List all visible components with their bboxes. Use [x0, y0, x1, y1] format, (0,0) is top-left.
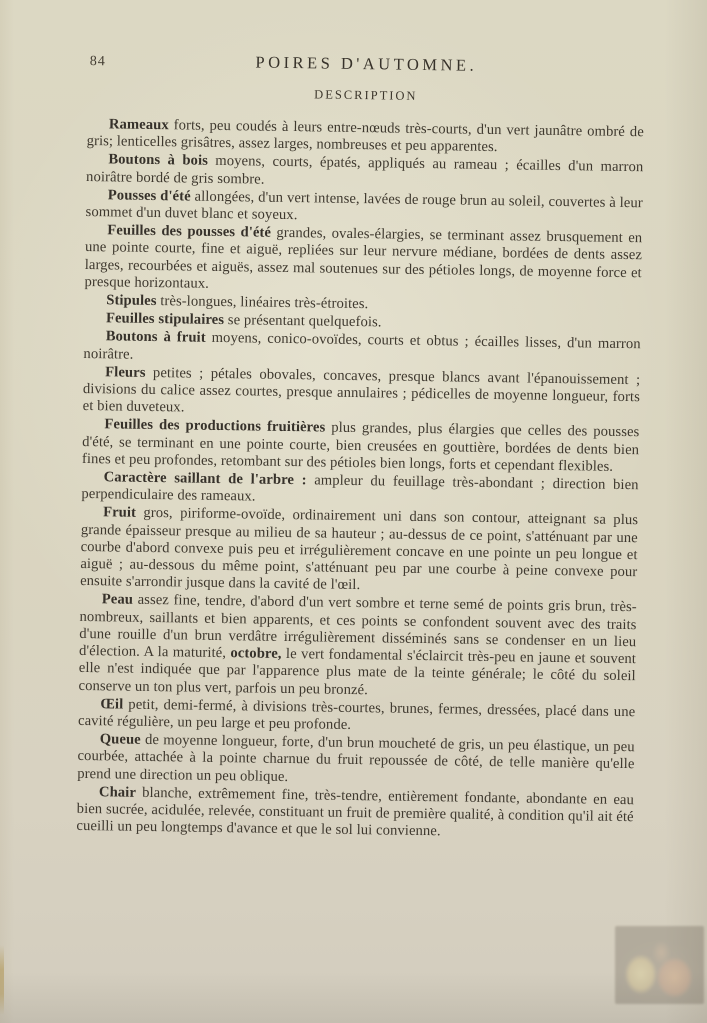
paragraph-lead: Feuilles stipulaires: [105, 310, 225, 329]
paragraph-lead: Feuilles des productions fruitières: [104, 416, 326, 437]
paragraph-text: moyens, courts, épatés, appliqués au rameau ; écailles d'un marron noirâtre bordé de gris sombre.: [86, 153, 644, 188]
paragraph-text: ampleur du feuillage très-abondant ; direction bien perpendiculaire des rameaux.: [81, 472, 639, 505]
paragraph: [83, 364, 641, 424]
paragraph: [78, 591, 636, 702]
paragraph: [76, 784, 634, 844]
paragraph-lead: Fruit: [103, 504, 137, 522]
paragraph-text: allongées, d'un vert intense, lavées de rouge brun au soleil, couvertes à leur sommet d'un duvet blanc et soyeux.: [85, 188, 643, 224]
paragraph-lead: Chair: [98, 783, 137, 801]
paragraph-lead: Peau: [101, 591, 134, 609]
page-number: 84: [89, 54, 106, 70]
paragraph: [80, 504, 638, 598]
paragraph-lead: Fleurs: [105, 364, 146, 381]
running-header: [88, 50, 645, 80]
paragraph-text: moyens, conico-ovoïdes, courts et obtus ; écailles lisses, d'un marron noirâtre.: [83, 330, 641, 363]
paragraph-text: petit, demi-fermé, à divisions très-courtes, brunes, fermes, dressées, placé dans une cavité régulière, un peu large et peu profonde.: [77, 696, 636, 733]
paragraph-lead: Boutons à fruit: [105, 328, 206, 347]
paragraph: [84, 222, 642, 299]
paragraph-lead: Stipules: [106, 292, 157, 310]
paragraph-lead: Boutons à bois: [108, 151, 209, 170]
paragraph-text: forts, peu coudés à leurs entre-nœuds très-courts, d'un vert jaunâtre ombré de gris; lenticelles grisâtres, assez larges, nombreuses et peu apparentes.: [86, 117, 644, 156]
paragraph-lead: Feuilles des pousses d'été: [107, 222, 272, 241]
page-content: [76, 50, 645, 845]
paragraph-lead: Caractère saillant de l'arbre :: [103, 469, 307, 489]
paragraph-text: le vert fondamental s'éclaircit très-peu en jaune et souvent elle n'est indiquée que par l'apparence plus mate de la teinte générale; le côté du soleil conserve un ton plus vert, parfois un peu bronzé.: [78, 646, 637, 698]
paragraph: [77, 731, 635, 791]
description-paragraphs: [76, 116, 644, 844]
paragraph-text: gros, piriforme-ovoïde, ordinairement uni dans son contour, atteignant sa plus grande épaisseur presque au milieu de sa hauteur ; au-dessus de ce point, s'atténuant par une courbe d'abord convexe puis peu et irrégulièrement concave en une pointe un peu longue et aiguë ; au-dessous du même point, s'atténuant peu par une courbe à peine convexe pour ensuite s'arrondir jusque dans la cavité de l'œil.: [79, 505, 639, 594]
fruit-bleedthrough-image: [615, 926, 704, 1004]
page-edge-line: [0, 945, 4, 1015]
paragraph-text: se présentant quelquefois.: [223, 312, 382, 331]
paragraph-text: de moyenne longueur, forte, d'un brun moucheté de gris, un peu élastique, un peu courbée, attachée à la pointe charnue du fruit repoussée de côté, de telle manière qu'elle prend une direction un peu oblique.: [77, 731, 635, 785]
paragraph-lead: Pousses d'été: [107, 187, 191, 205]
paragraph-lead: Rameaux: [108, 116, 169, 134]
paragraph-text: assez fine, tendre, d'abord d'un vert sombre et terne semé de points gris brun, très-nombreux, saillants et bien apparents, et ces points se confondent souvent avec des traits d'une rouille d'un brun verdâtre irrégulièrement disséminés sans se condenser en un lieu d'élection. A la maturité,: [78, 592, 637, 662]
paragraph-lead: octobre,: [230, 645, 282, 663]
paragraph-text: petites ; pétales obovales, concaves, presque blancs avant l'épanouissement ; divisions du calice assez courtes, presque annulaires ; pédicelles de moyenne longueur, forts et bien duveteux.: [82, 364, 641, 416]
paragraph-text: plus grandes, plus élargies que celles des pousses d'été, se terminant en une pointe courte, bien creusées en gouttière, bordées de dents bien fines et peu profondes, retombant sur des pétioles bien longs, forts et cependant flexibles.: [81, 420, 640, 475]
page-title: POIRES D'AUTOMNE.: [255, 52, 478, 75]
paragraph-text: grandes, ovales-élargies, se terminant assez brusquement en une pointe courte, fine et aiguë, repliées sur leur nervure médiane, bordées de dents assez larges, recourbées et aiguës, assez mal soutenues sur des pétioles longs, de moyenne force et presque horizontaux.: [84, 224, 643, 292]
paragraph-lead: Queue: [99, 731, 141, 748]
paragraph: [82, 416, 640, 476]
section-heading: DESCRIPTION: [314, 87, 418, 103]
paragraph-lead: Œil: [100, 695, 124, 713]
paragraph-text: très-longues, linéaires très-étroites.: [156, 293, 369, 313]
paragraph-text: blanche, extrêmement fine, très-tendre, entièrement fondante, abondante en eau bien sucrée, acidulée, relevée, constituant un fruit de première qualité, à condition qu'il ait été cueilli un peu longtemps d'avance et que le sol lui convienne.: [76, 784, 635, 840]
